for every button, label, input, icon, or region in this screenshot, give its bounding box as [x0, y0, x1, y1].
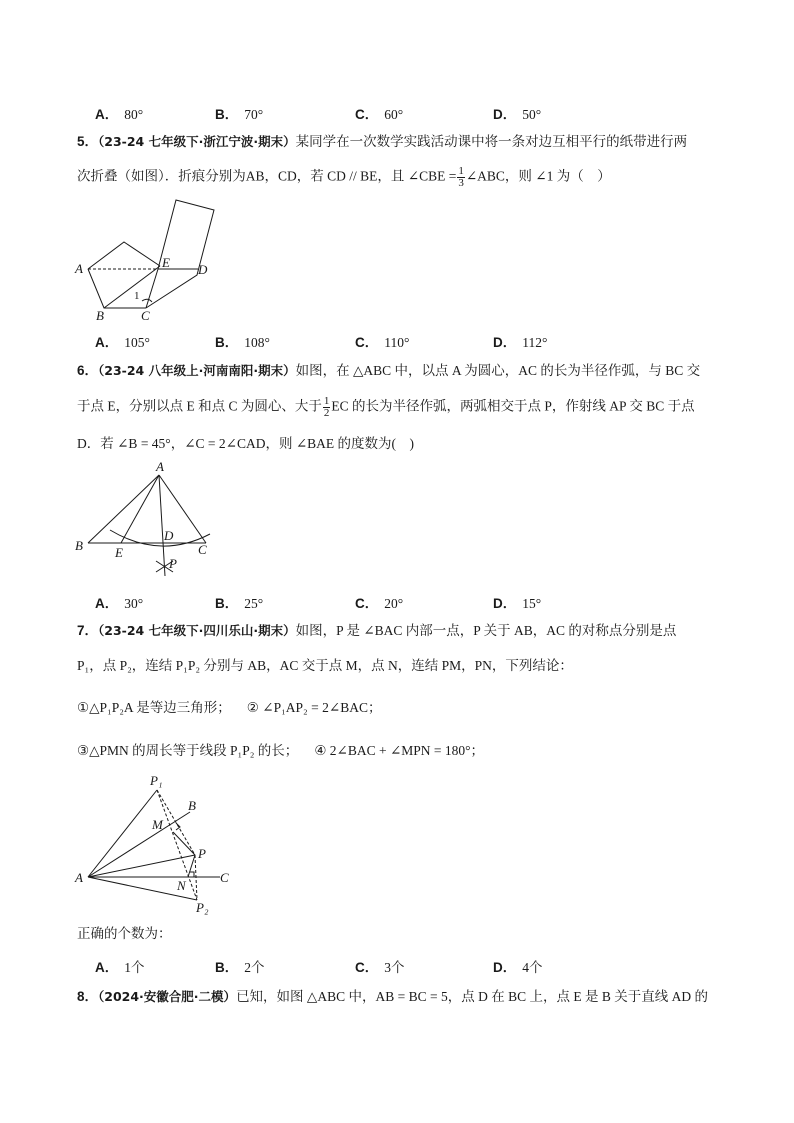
q7-label-n: N	[177, 878, 186, 893]
q5-label-e: E	[162, 255, 170, 270]
q7-conclusions-row2: ③△PMN 的周长等于线段 P₁P₂ 的长； ④ 2∠BAC + ∠MPN = 180°；	[77, 743, 485, 758]
q6-label-e: E	[115, 545, 123, 560]
q5-fraction: $\frac{1}{3}$	[458, 165, 464, 189]
q8-stem-line1: 8．（2024·安徽合肥·二模）已知，如图 △ABC 中，AB = BC = 5，点 D 在 BC 上，点 E 是 B 关于直线 AD 的	[77, 989, 708, 1004]
q5-label-angle1: 1	[134, 290, 140, 302]
q6-label-b: B	[75, 538, 83, 553]
q6-stem-line3: D．若 ∠B = 45°，∠C = 2∠CAD，则 ∠BAE 的度数为( )	[77, 436, 414, 451]
q5-stem-line1: 5．（23-24 七年级下·浙江宁波·期末）某同学在一次数学实践活动课中将一条对边互相平行的纸带进行两	[77, 134, 688, 149]
q6-label-c: C	[198, 542, 207, 557]
q6-label-p: P	[169, 556, 177, 571]
q7-label-p2: P₂	[196, 900, 209, 915]
q5-label-c: C	[141, 308, 150, 323]
q6-label-d: D	[164, 528, 174, 543]
q6-stem-line1: 6．（23-24 八年级上·河南南阳·期末）如图，在 △ABC 中，以点 A 为圆心，AC 的长为半径作弧，与 BC 交	[77, 363, 701, 378]
q7-label-c: C	[220, 870, 229, 885]
q4-option-b: B． 70°	[215, 107, 264, 122]
q5-option-b: B． 108°	[215, 335, 270, 350]
q4-option-c: C． 60°	[355, 107, 404, 122]
q7-label-b: B	[188, 798, 196, 813]
q7-stem-line1: 7．（23-24 七年级下·四川乐山·期末）如图，P 是 ∠BAC 内部一点，P 关于 AB，AC 的对称点分别是点	[77, 623, 677, 638]
q7-option-d: D． 4个	[493, 960, 543, 975]
q6-figure	[70, 458, 230, 583]
q5-figure	[70, 195, 230, 323]
q5-option-a: A． 105°	[95, 335, 150, 350]
q4-option-d: D． 50°	[493, 107, 542, 122]
q6-option-d: D． 15°	[493, 596, 542, 611]
q7-figure	[70, 770, 240, 915]
q6-option-b: B． 25°	[215, 596, 264, 611]
q7-label-a: A	[75, 870, 83, 885]
q7-label-p1: P₁	[150, 773, 163, 788]
q5-option-d: D． 112°	[493, 335, 548, 350]
q4-option-a: A． 80°	[95, 107, 144, 122]
q6-option-c: C． 20°	[355, 596, 404, 611]
q7-conclusions-row1: ①△P₁P₂A 是等边三角形； ② ∠P₁AP₂ = 2∠BAC；	[77, 700, 382, 715]
q6-stem-line2: 于点 E，分别以点 E 和点 C 为圆心、大于 $\frac{1}{2}$ EC 的长为半径作弧，两弧相交于点 P，作射线 AP 交 BC 于点	[77, 395, 695, 419]
q7-option-b: B． 2个	[215, 960, 265, 975]
q5-label-d: D	[198, 262, 208, 277]
q7-prompt: 正确的个数为：	[77, 926, 172, 941]
q6-option-a: A． 30°	[95, 596, 144, 611]
q7-option-a: A． 1个	[95, 960, 145, 975]
q7-option-c: C． 3个	[355, 960, 405, 975]
q7-label-p: P	[198, 846, 206, 861]
q5-label-a: A	[75, 261, 83, 276]
q6-label-a: A	[156, 459, 164, 474]
q5-label-b: B	[96, 308, 104, 323]
q5-stem-line2: 次折叠（如图）．折痕分别为AB，CD，若 CD // BE，且 ∠CBE = $\frac{1}{3}$ ∠ABC，则 ∠1 为（ ）	[77, 165, 611, 189]
q5-option-c: C． 110°	[355, 335, 410, 350]
q7-stem-line2: P₁，点 P₂，连结 P₁P₂ 分别与 AB，AC 交于点 M，点 N，连结 PM，PN，下列结论：	[77, 658, 573, 673]
q6-fraction: $\frac{1}{2}$	[323, 395, 330, 419]
q7-label-m: M	[152, 817, 163, 832]
